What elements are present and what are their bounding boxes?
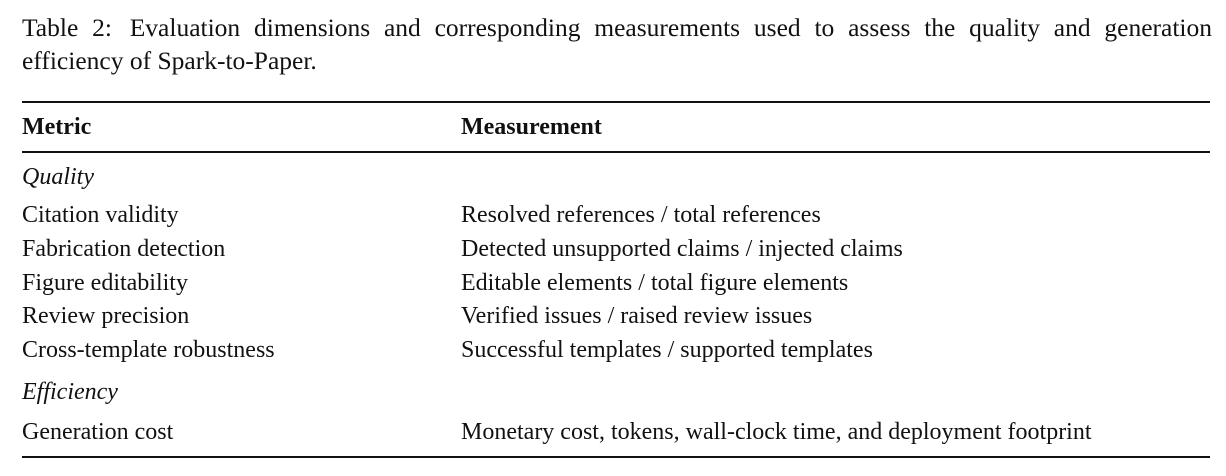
table-row xyxy=(22,415,1210,449)
table-row xyxy=(22,198,1210,232)
table-header-row xyxy=(22,110,1210,144)
metric-cell: Review precision xyxy=(22,303,190,329)
top-rule xyxy=(22,101,1210,103)
measurement-cell: Resolved references / total references xyxy=(461,202,821,228)
section-heading-quality xyxy=(22,160,1210,194)
metric-cell: Fabrication detection xyxy=(22,236,226,262)
table-row xyxy=(22,232,1210,266)
table-row xyxy=(22,299,1210,333)
metric-cell: Generation cost xyxy=(22,419,174,445)
measurement-cell: Detected unsupported claims / injected claims xyxy=(461,236,903,262)
bottom-rule xyxy=(22,456,1210,458)
table-row xyxy=(22,266,1210,300)
section-label: Efficiency xyxy=(22,379,118,405)
table-row xyxy=(22,333,1210,367)
header-metric: Metric xyxy=(22,114,92,140)
table-caption xyxy=(22,11,1212,77)
measurement-cell: Successful templates / supported templates xyxy=(461,337,873,363)
section-heading-efficiency xyxy=(22,375,1210,409)
metric-cell: Figure editability xyxy=(22,270,188,296)
measurement-cell: Editable elements / total figure elements xyxy=(461,270,849,296)
measurement-cell: Verified issues / raised review issues xyxy=(461,303,813,329)
metric-cell: Citation validity xyxy=(22,202,179,228)
table-label: Table 2: xyxy=(22,13,112,42)
header-measurement: Measurement xyxy=(461,114,602,140)
section-label: Quality xyxy=(22,164,94,190)
measurement-cell: Monetary cost, tokens, wall-clock time, and deployment footprint xyxy=(461,419,1092,445)
caption-text: Evaluation dimensions and corresponding measurements used to assess the quality and generation efficiency of Spark-to-Paper. xyxy=(22,13,1213,75)
header-rule xyxy=(22,151,1210,153)
metric-cell: Cross-template robustness xyxy=(22,337,275,363)
